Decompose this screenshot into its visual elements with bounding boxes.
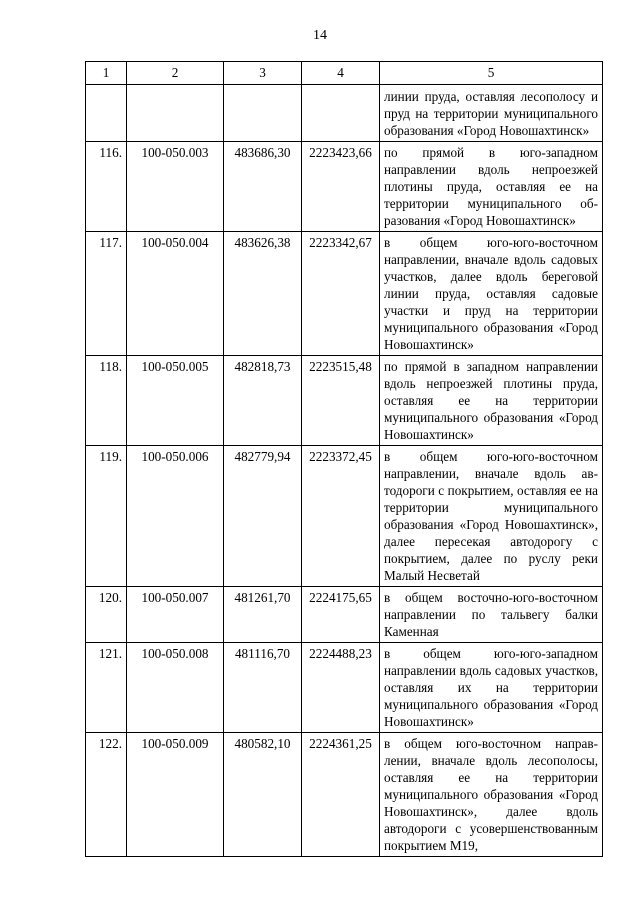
row-number: 118. xyxy=(86,356,127,446)
empty-cell xyxy=(302,85,380,142)
table-row xyxy=(86,643,603,733)
description-cell: в общем восточно-юго-восточном направлении по тальвегу балки Каменная xyxy=(380,587,603,643)
description-cell: в общем юго-восточном направлении, вначале вдоль лесополосы, оставляя ее на территории муниципального образования «Город Новошахтинск», далее вдоль автодороги с усовершенствованным покрытием М19, xyxy=(380,733,603,857)
row-number: 120. xyxy=(86,587,127,643)
table-row xyxy=(86,232,603,356)
x-coordinate: 481116,70 xyxy=(224,643,302,733)
table-row xyxy=(86,733,603,857)
y-coordinate: 2224488,23 xyxy=(302,643,380,733)
page-number: 14 xyxy=(313,28,327,43)
row-number: 117. xyxy=(86,232,127,356)
empty-cell xyxy=(224,85,302,142)
point-code: 100-050.007 xyxy=(127,587,224,643)
description-cell: по прямой в юго-западном направлении вдоль непроезжей плотины пруда, оставляя ее на территории муниципального образования «Город Новошахтинск» xyxy=(380,142,603,232)
column-header: 2 xyxy=(127,62,224,85)
x-coordinate: 481261,70 xyxy=(224,587,302,643)
continuation-row xyxy=(86,85,603,142)
x-coordinate: 482818,73 xyxy=(224,356,302,446)
table-row xyxy=(86,446,603,587)
row-number: 122. xyxy=(86,733,127,857)
row-number: 119. xyxy=(86,446,127,587)
column-header: 5 xyxy=(380,62,603,85)
empty-cell xyxy=(127,85,224,142)
x-coordinate: 482779,94 xyxy=(224,446,302,587)
y-coordinate: 2224175,65 xyxy=(302,587,380,643)
table-row xyxy=(86,587,603,643)
y-coordinate: 2224361,25 xyxy=(302,733,380,857)
point-code: 100-050.009 xyxy=(127,733,224,857)
column-header: 3 xyxy=(224,62,302,85)
point-code: 100-050.006 xyxy=(127,446,224,587)
description-cell: в общем юго-юго-западном направлении вдоль садовых участков, оставляя их на территории муниципального образования «Город Новошахтинск» xyxy=(380,643,603,733)
header-row xyxy=(86,62,603,85)
y-coordinate: 2223423,66 xyxy=(302,142,380,232)
x-coordinate: 480582,10 xyxy=(224,733,302,857)
table-row xyxy=(86,356,603,446)
description-cell: в общем юго-юго-восточном направлении, вначале вдоль садовых участков, далее вдоль береговой линии пруда, оставляя садовые участки и пруд на территории муниципального образования «Город Новошахтинск» xyxy=(380,232,603,356)
y-coordinate: 2223342,67 xyxy=(302,232,380,356)
point-code: 100-050.008 xyxy=(127,643,224,733)
table-row xyxy=(86,142,603,232)
description-cell: в общем юго-юго-восточном направлении, вначале вдоль автодороги с покрытием, оставляя ее на территории муниципального образования «Город Новошахтинск», далее пересекая автодорогу с покрытием, далее по руслу реки Малый Несветай xyxy=(380,446,603,587)
point-code: 100-050.004 xyxy=(127,232,224,356)
x-coordinate: 483626,38 xyxy=(224,232,302,356)
point-code: 100-050.003 xyxy=(127,142,224,232)
empty-cell xyxy=(86,85,127,142)
point-code: 100-050.005 xyxy=(127,356,224,446)
y-coordinate: 2223372,45 xyxy=(302,446,380,587)
description-cell: по прямой в западном направлении вдоль непроезжей плотины пруда, оставляя ее на территории муниципального образования «Город Новошахтинск» xyxy=(380,356,603,446)
column-header: 1 xyxy=(86,62,127,85)
description-cell: линии пруда, оставляя лесополосу и пруд на территории муниципального образования «Город Новошахтинск» xyxy=(380,85,603,142)
row-number: 121. xyxy=(86,643,127,733)
y-coordinate: 2223515,48 xyxy=(302,356,380,446)
boundary-table xyxy=(85,61,603,857)
column-header: 4 xyxy=(302,62,380,85)
row-number: 116. xyxy=(86,142,127,232)
x-coordinate: 483686,30 xyxy=(224,142,302,232)
